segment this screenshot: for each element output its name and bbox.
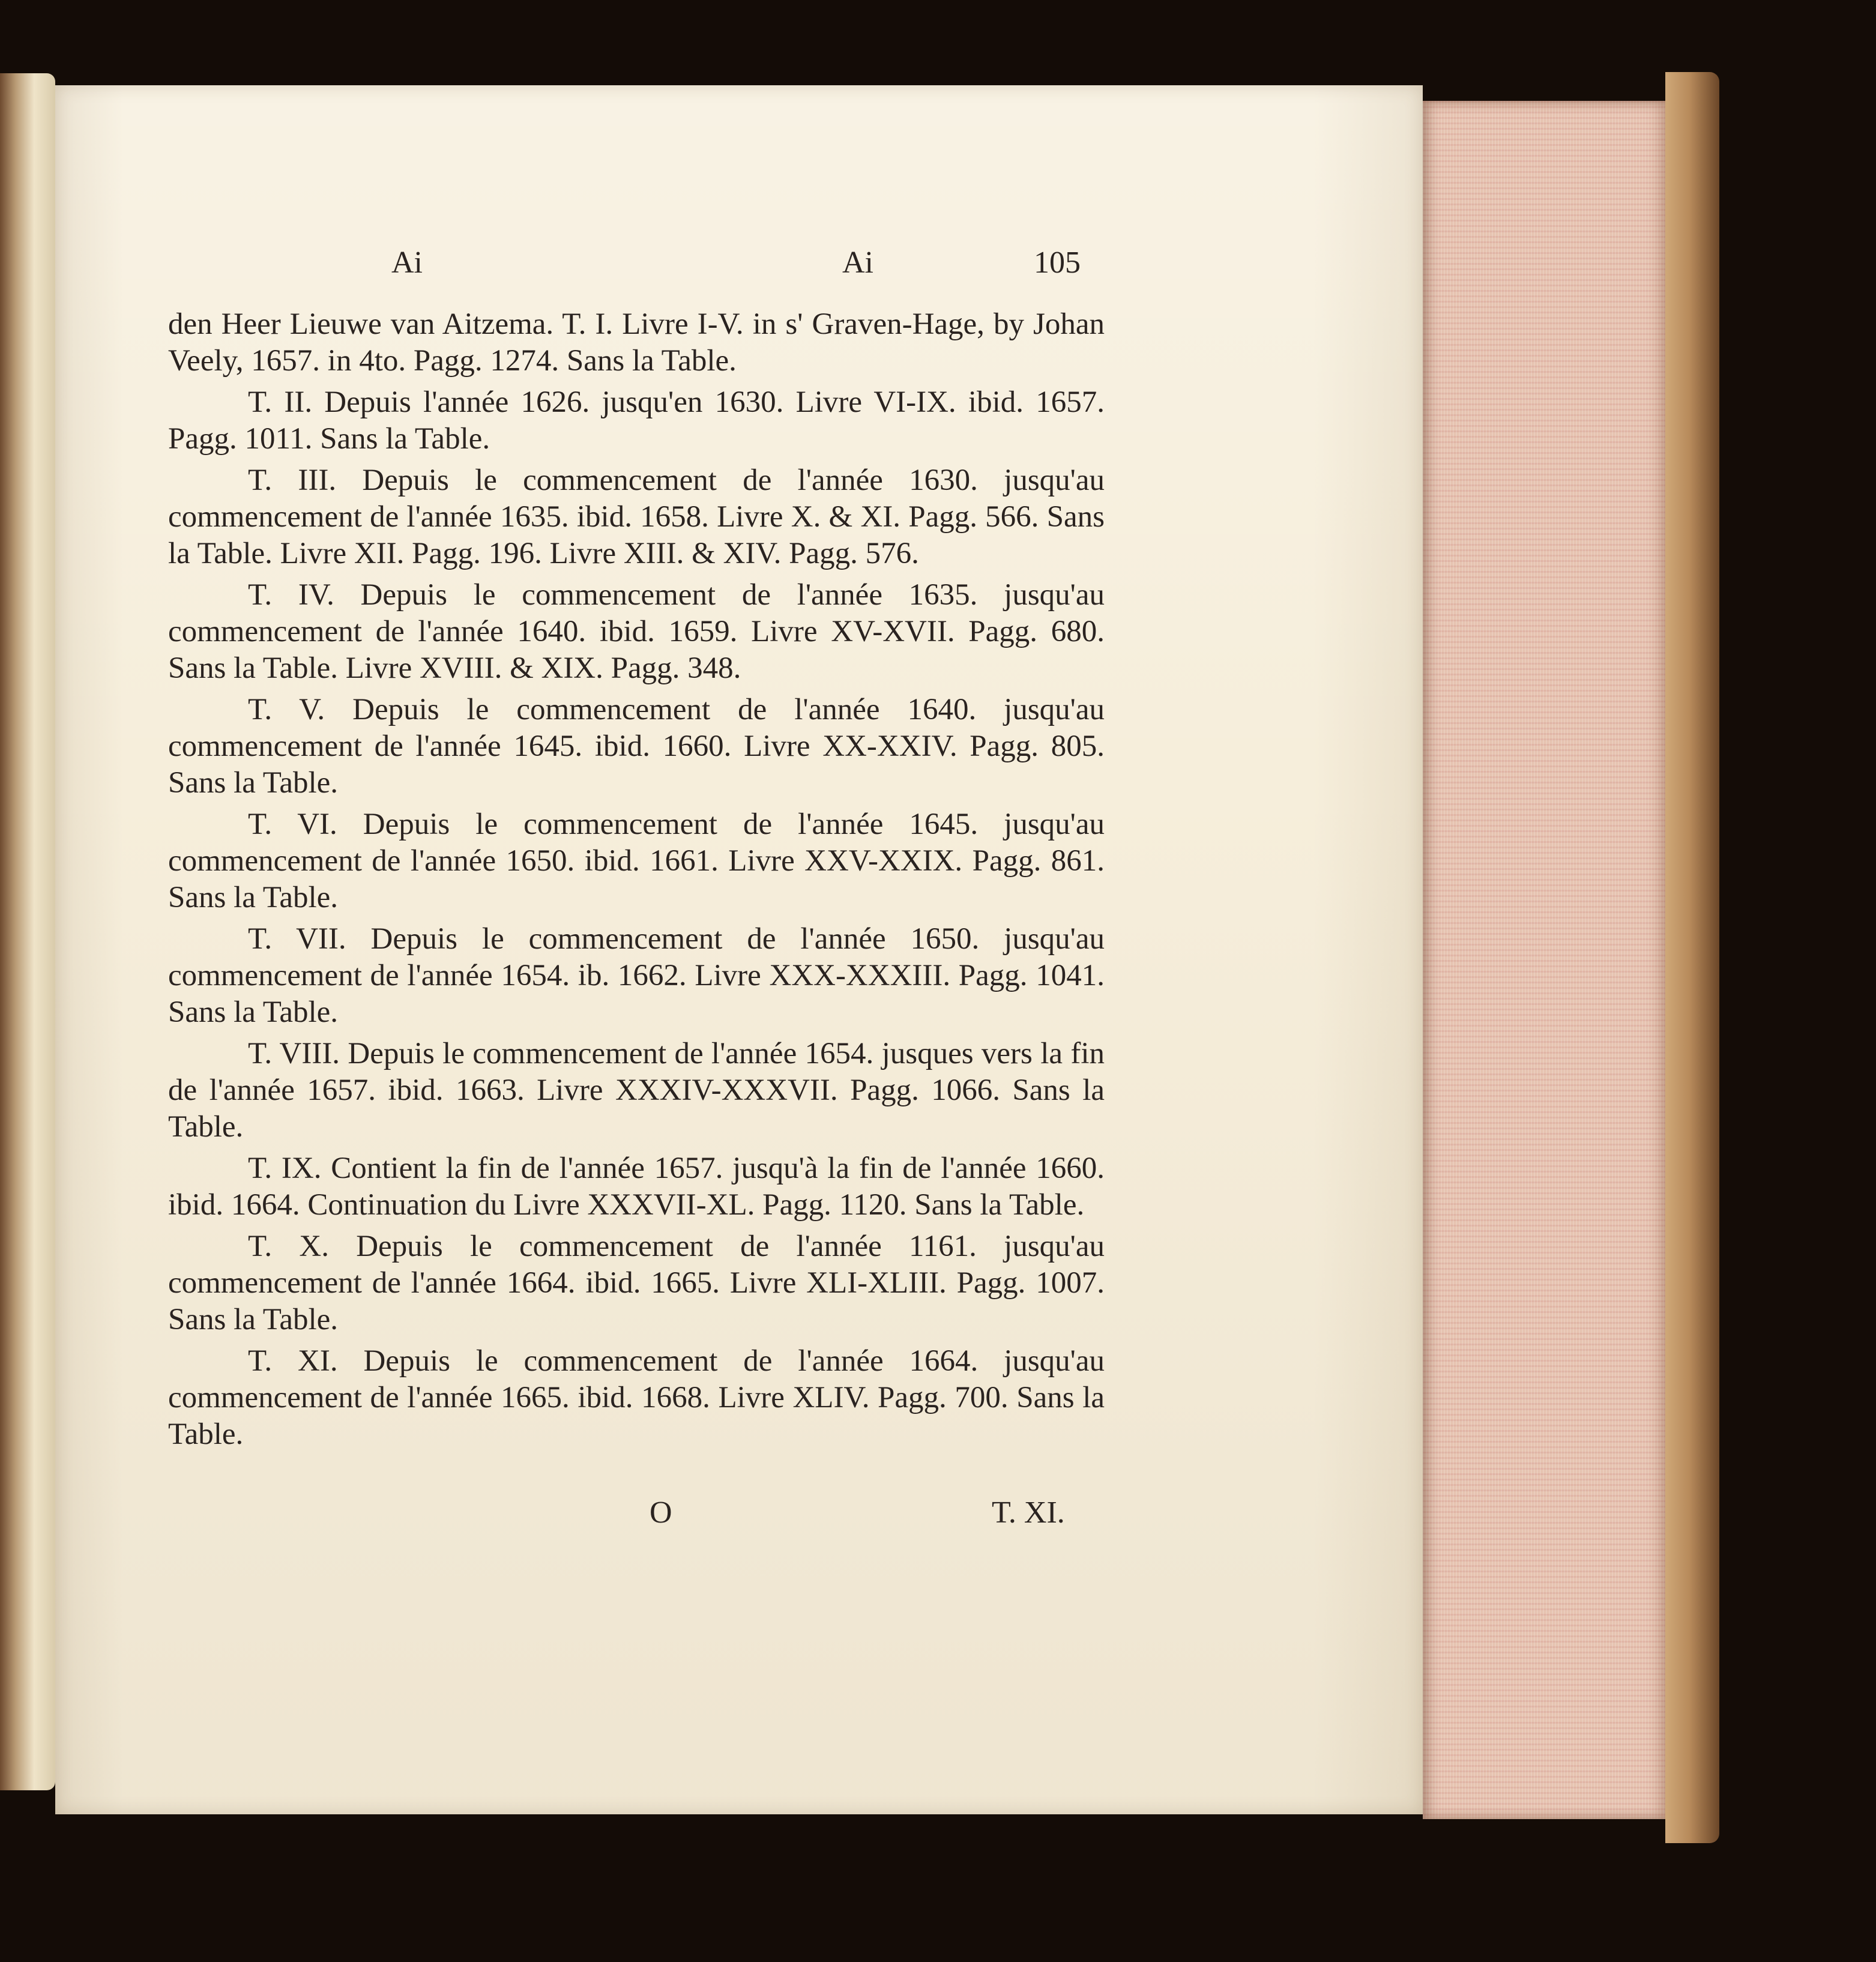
entry-tome-9: T. IX. Contient la fin de l'année 1657. jusqu'à la fin de l'année 1660. ibid. 1664. Continuation du Livre XXXVII-XL. Pagg. 1120. Sans la Table. <box>168 1152 1105 1222</box>
catchword: T. XI. <box>992 1496 1065 1530</box>
entry-continuation: den Heer Lieuwe van Aitzema. T. I. Livre I-V. in s' Graven-Hage, by Johan Veely, 1657. in 4to. Pagg. 1274. Sans la Table. <box>168 307 1105 378</box>
page-footer <box>168 1495 1105 1537</box>
entry-tome-6: T. VI. Depuis le commencement de l'année 1645. jusqu'au commencement de l'année 1650. ibid. 1661. Livre XXV-XXIX. Pagg. 861. Sans la Table. <box>168 807 1105 914</box>
entry-tome-8: T. VIII. Depuis le commencement de l'année 1654. jusques vers la fin de l'année 1657. ibid. 1663. Livre XXXIV-XXXVII. Pagg. 1066. Sans la Table. <box>168 1037 1105 1144</box>
signature-mark: O <box>650 1496 672 1530</box>
page-fore-edge <box>1423 101 1665 1819</box>
entry-tome-10: T. X. Depuis le commencement de l'année 1161. jusqu'au commencement de l'année 1664. ibid. 1665. Livre XLI-XLIII. Pagg. 1007. Sans la Table. <box>168 1230 1105 1336</box>
running-head-center: Ai <box>842 246 873 280</box>
facing-page-edge <box>0 73 55 1790</box>
entry-tome-3: T. III. Depuis le commencement de l'année 1630. jusqu'au commencement de l'année 1635. ibid. 1658. Livre X. & XI. Pagg. 566. Sans la Table. Livre XII. Pagg. 196. Livre XIII. & XIV. Pagg. 576. <box>168 463 1105 570</box>
entry-tome-2: T. II. Depuis l'année 1626. jusqu'en 1630. Livre VI-IX. ibid. 1657. Pagg. 1011. Sans la Table. <box>168 385 1105 456</box>
running-head <box>168 245 1105 293</box>
entry-tome-5: T. V. Depuis le commencement de l'année 1640. jusqu'au commencement de l'année 1645. ibid. 1660. Livre XX-XXIV. Pagg. 805. Sans la Table. <box>168 693 1105 800</box>
page-number: 105 <box>1034 246 1081 280</box>
bibliography-text <box>168 306 1105 1458</box>
entry-tome-4: T. IV. Depuis le commencement de l'année 1635. jusqu'au commencement de l'année 1640. ibid. 1659. Livre XV-XVII. Pagg. 680. Sans la Table. Livre XVIII. & XIX. Pagg. 348. <box>168 578 1105 685</box>
entry-tome-7: T. VII. Depuis le commencement de l'année 1650. jusqu'au commencement de l'année 1654. ib. 1662. Livre XXX-XXXIII. Pagg. 1041. Sans la Table. <box>168 922 1105 1029</box>
entry-tome-11: T. XI. Depuis le commencement de l'année 1664. jusqu'au commencement de l'année 1665. ibid. 1668. Livre XLIV. Pagg. 700. Sans la Table. <box>168 1344 1105 1451</box>
running-head-left: Ai <box>391 246 423 280</box>
cover-board <box>1665 72 1719 1843</box>
